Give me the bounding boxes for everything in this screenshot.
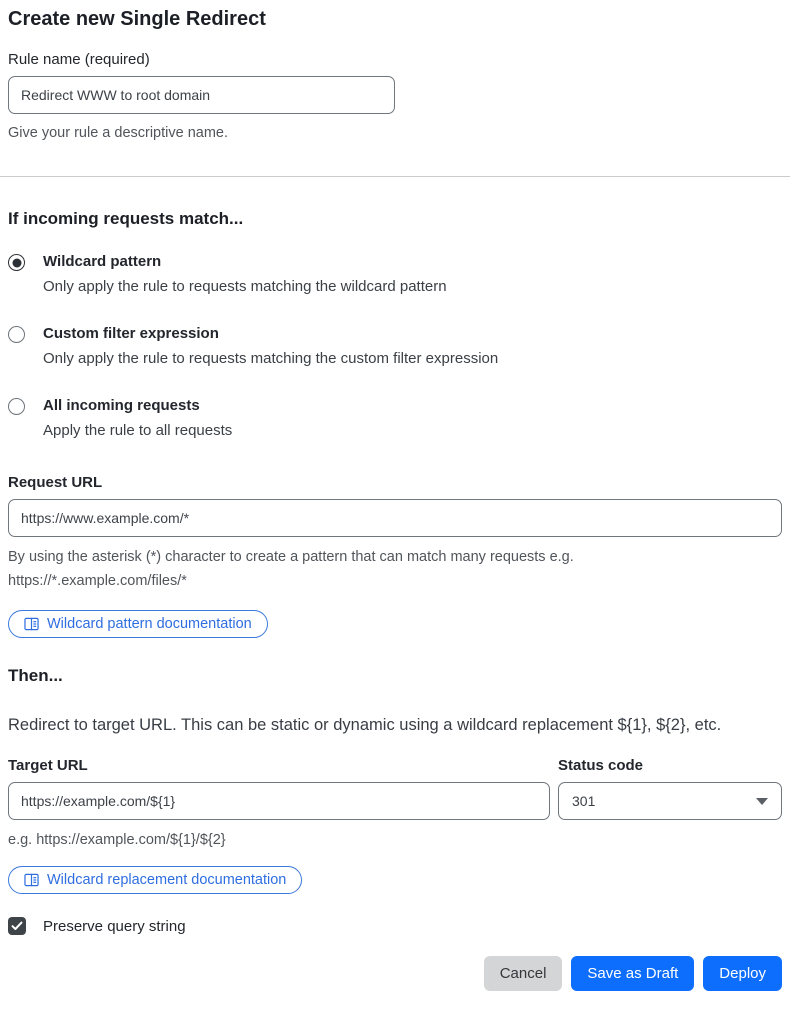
save-as-draft-button[interactable]: Save as Draft [571, 956, 694, 991]
rule-name-help: Give your rule a descriptive name. [8, 125, 229, 141]
chevron-down-icon [756, 798, 768, 805]
section-divider [0, 176, 790, 177]
status-code-value: 301 [572, 793, 596, 809]
radio-option-label: Custom filter expression [43, 325, 219, 342]
target-url-label: Target URL [8, 757, 88, 774]
then-section-description: Redirect to target URL. This can be static or dynamic using a wildcard replacement ${1}, ${2}, etc. [8, 716, 722, 734]
radio-option-wildcard-pattern[interactable] [8, 251, 782, 297]
wildcard-replacement-docs-label: Wildcard replacement documentation [47, 872, 287, 888]
radio-option-label: All incoming requests [43, 397, 200, 414]
radio-option-label: Wildcard pattern [43, 253, 162, 270]
radio-option-all-incoming-requests[interactable] [8, 395, 782, 441]
radio-option-description: Only apply the rule to requests matching the custom filter expression [43, 350, 499, 367]
preserve-query-string-label: Preserve query string [43, 917, 186, 935]
wildcard-pattern-docs-label: Wildcard pattern documentation [47, 616, 252, 632]
match-type-radio-group [8, 251, 782, 441]
radio-button-icon[interactable] [8, 254, 25, 271]
radio-option-custom-filter-expression[interactable] [8, 323, 782, 369]
status-code-label: Status code [558, 757, 644, 774]
target-url-input[interactable] [8, 782, 550, 820]
radio-option-description: Apply the rule to all requests [43, 422, 233, 439]
open-book-icon [24, 617, 39, 631]
rule-name-label: Rule name (required) [8, 51, 150, 68]
request-url-label: Request URL [8, 474, 103, 491]
preserve-query-string-row[interactable] [8, 917, 782, 935]
form-actions [8, 956, 782, 991]
page-title: Create new Single Redirect [8, 8, 266, 30]
deploy-button[interactable]: Deploy [703, 956, 782, 991]
radio-button-icon[interactable] [8, 326, 25, 343]
request-url-help-line1: By using the asterisk (*) character to create a pattern that can match many requests e.g. [8, 549, 574, 565]
radio-option-description: Only apply the rule to requests matching the wildcard pattern [43, 278, 447, 295]
radio-button-icon[interactable] [8, 398, 25, 415]
open-book-icon [24, 873, 39, 887]
request-url-help-line2: https://*.example.com/files/* [8, 573, 187, 589]
request-url-input[interactable] [8, 499, 782, 537]
rule-name-input[interactable] [8, 76, 395, 114]
cancel-button[interactable]: Cancel [484, 956, 563, 991]
then-section-heading: Then... [8, 666, 63, 685]
match-section-heading: If incoming requests match... [8, 209, 244, 228]
target-url-help: e.g. https://example.com/${1}/${2} [8, 832, 226, 848]
wildcard-pattern-docs-button[interactable] [8, 610, 268, 638]
status-code-select[interactable] [558, 782, 782, 820]
wildcard-replacement-docs-button[interactable] [8, 866, 302, 894]
checkbox-checked-icon[interactable] [8, 917, 26, 935]
